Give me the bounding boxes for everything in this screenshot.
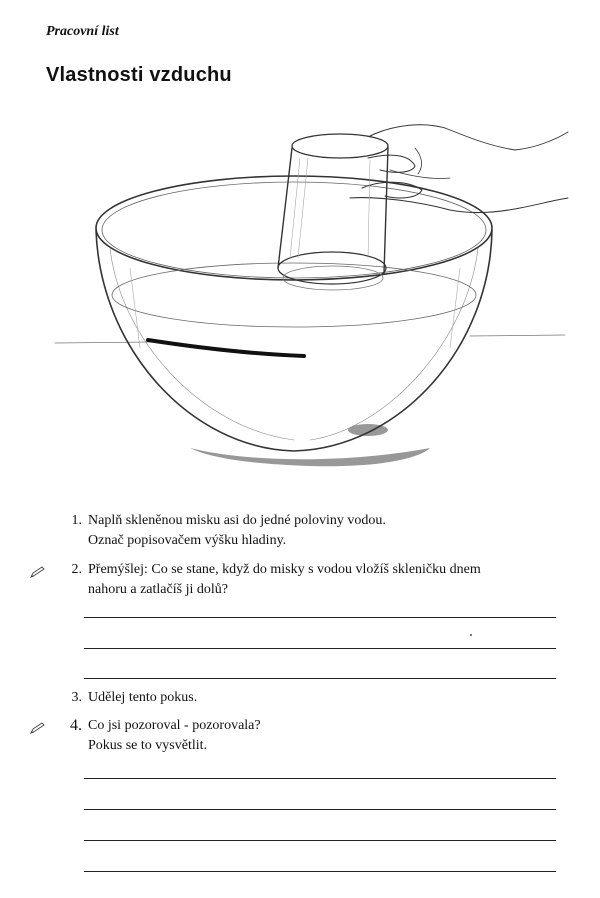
answer-line[interactable] <box>84 678 556 679</box>
bowl-glass-experiment-icon <box>50 118 570 480</box>
task-2-line-1: Přemýšlej: Co se stane, když do misky s vodou vložíš skleničku dnem <box>88 562 481 577</box>
answer-line[interactable] <box>84 617 556 618</box>
task-1-number: 1. <box>71 513 82 528</box>
pencil-icon <box>30 722 46 734</box>
pencil-icon <box>30 566 46 578</box>
task-4 <box>64 716 464 758</box>
answer-line[interactable] <box>84 840 556 841</box>
worksheet-header: Pracovní list <box>46 24 119 39</box>
answer-line[interactable] <box>84 809 556 810</box>
task-4-line-2: Pokus se to vysvětlit. <box>88 738 208 753</box>
task-2 <box>64 560 584 602</box>
task-4-line-1: Co jsi pozoroval - pozorovala? <box>88 718 261 733</box>
answer-line[interactable] <box>84 871 556 872</box>
task-3 <box>64 688 364 708</box>
worksheet-title: Vlastnosti vzduchu <box>46 64 232 86</box>
task-1 <box>64 511 564 553</box>
answer-line[interactable] <box>84 648 556 649</box>
task-3-line-1: Udělej tento pokus. <box>88 690 198 705</box>
task-4-number: 4. <box>70 717 82 734</box>
task-2-line-2: nahoru a zatlačíš ji dolů? <box>88 582 228 597</box>
paper-speck <box>470 634 472 636</box>
task-1-line-1: Naplň skleněnou misku asi do jedné poloviny vodou. <box>88 513 386 528</box>
task-3-number: 3. <box>71 690 82 705</box>
task-2-number: 2. <box>71 562 82 577</box>
answer-line[interactable] <box>84 778 556 779</box>
task-1-line-2: Označ popisovačem výšku hladiny. <box>88 533 287 548</box>
